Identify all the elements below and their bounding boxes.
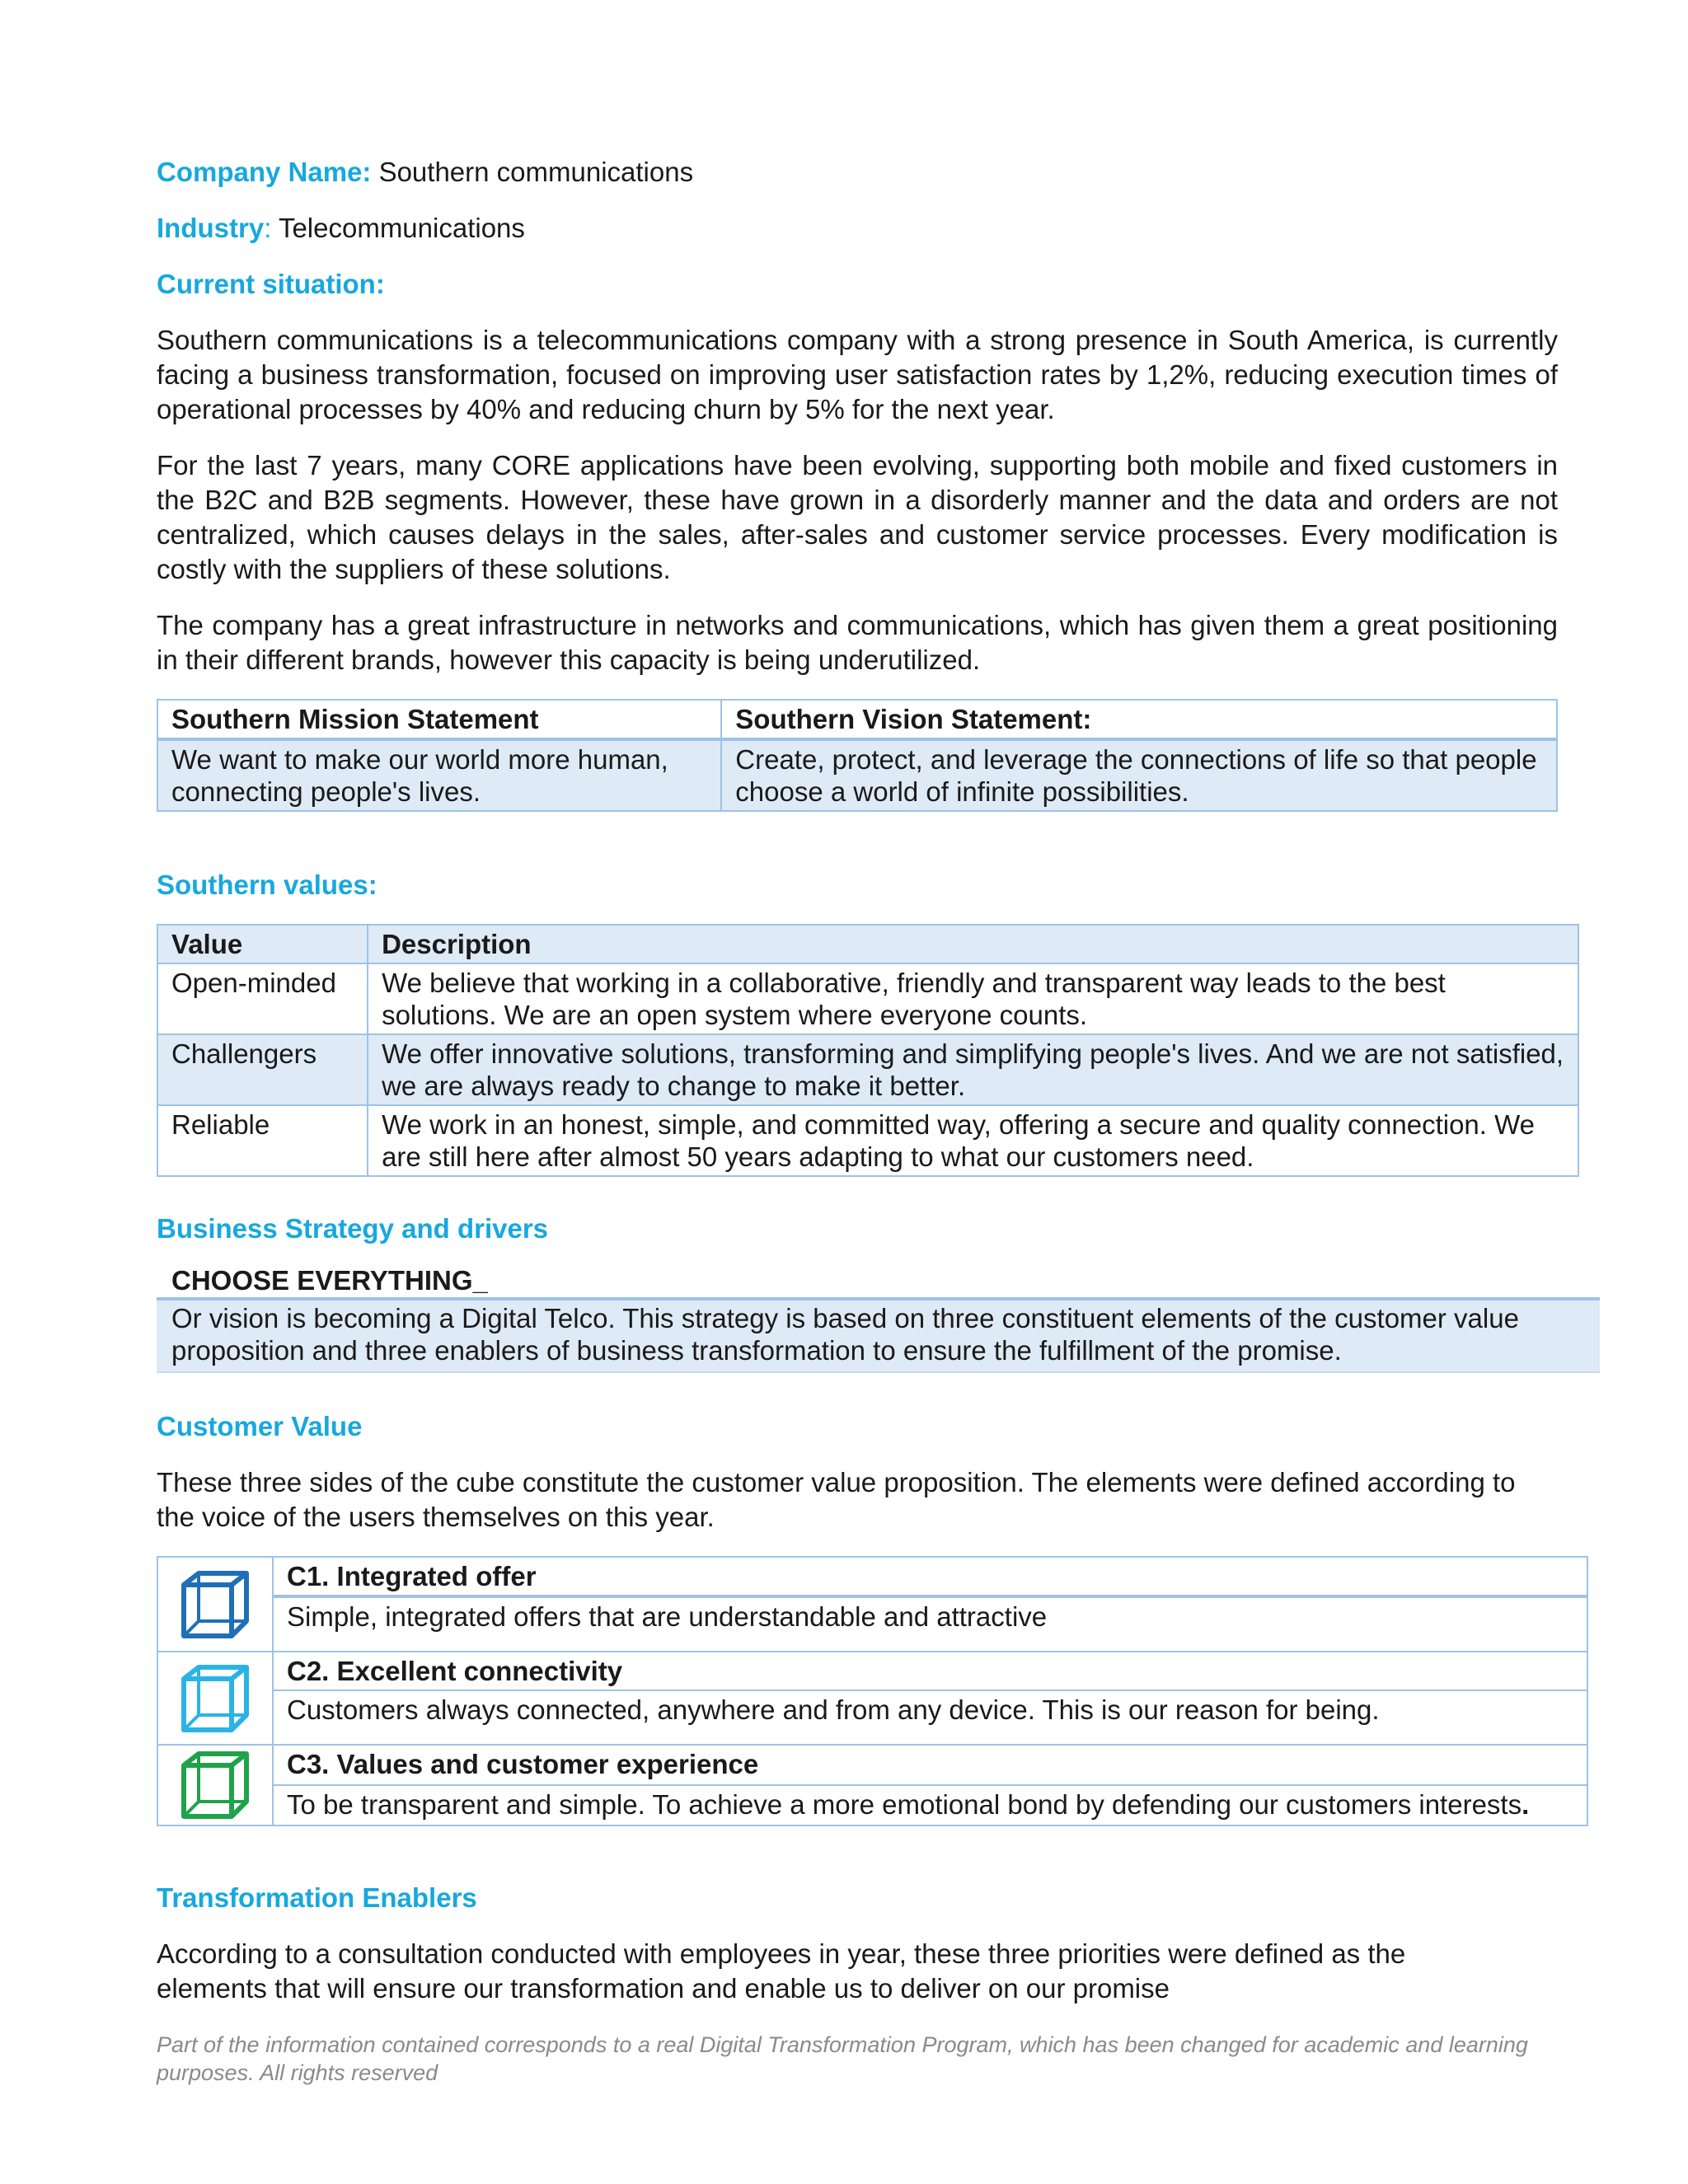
values-col-value: Value (157, 925, 368, 963)
cube-icon (165, 1664, 265, 1733)
customer-value-item-text-end: . (1522, 1789, 1530, 1820)
customer-value-item-title-row (157, 1745, 1587, 1785)
vision-title: Southern Vision Statement: (721, 700, 1557, 739)
customer-value-item-title: C2. Excellent connectivity (273, 1652, 1587, 1690)
values-table (157, 924, 1579, 1177)
mission-text: We want to make our world more human, connecting people's lives. (157, 739, 721, 811)
customer-value-intro: These three sides of the cube constitute the customer value proposition. The elements were defined according to the voice of the users themselves on this year. (157, 1467, 1516, 1532)
enablers-intro: According to a consultation conducted with employees in year, these three priorities were defined as the elements that will ensure our transformation and enable us to deliver on our promise (157, 1938, 1406, 2004)
current-situation-paragraph-2: For the last 7 years, many CORE applications have been evolving, supporting both mobile and fixed customers in the B2C and B2B segments. However, these have grown in a disorderly manner and the data and orders are not centralized, which causes delays in the sales, after-sales and customer service processes. Every modification is costly with the suppliers of these solutions. (157, 450, 1558, 584)
customer-value-item-text: Customers always connected, anywhere and from any device. This is our reason for being. (273, 1690, 1587, 1745)
mission-vision-table (157, 699, 1558, 812)
customer-value-heading: Customer Value (157, 1411, 363, 1441)
industry-separator: : (264, 213, 272, 243)
current-situation-heading: Current situation: (157, 269, 385, 299)
values-heading: Southern values: (157, 869, 377, 900)
value-description: We work in an honest, simple, and committed way, offering a secure and quality connection. We are still here after almost 50 years adapting to what our customers need. (368, 1105, 1578, 1176)
value-name: Challengers (157, 1034, 368, 1105)
value-name: Open-minded (157, 963, 368, 1034)
customer-value-item-title-row (157, 1557, 1587, 1596)
company-line (157, 155, 1558, 190)
industry-line (157, 211, 1558, 246)
customer-value-item-text-row (157, 1690, 1587, 1745)
customer-value-table (157, 1556, 1588, 1826)
customer-value-item-text (273, 1785, 1587, 1825)
customer-value-item-title: C3. Values and customer experience (273, 1745, 1587, 1785)
value-name: Reliable (157, 1105, 368, 1176)
current-situation-paragraph-3: The company has a great infrastructure in networks and communications, which has given them a great positioning in their different brands, however this capacity is being underutilized. (157, 610, 1558, 675)
enablers-heading: Transformation Enablers (157, 1882, 477, 1913)
customer-value-item-text: Simple, integrated offers that are understandable and attractive (273, 1596, 1587, 1652)
customer-value-item-text-body: To be transparent and simple. To achieve a more emotional bond by defending our customers interests (287, 1789, 1522, 1820)
value-description: We offer innovative solutions, transforming and simplifying people's lives. And we are not satisfied, we are always ready to change to make it better. (368, 1034, 1578, 1105)
customer-value-item-title: C1. Integrated offer (273, 1557, 1587, 1596)
customer-value-item-text-row (157, 1785, 1587, 1825)
industry-label: Industry (157, 213, 265, 243)
document-page (157, 155, 1564, 2087)
strategy-heading: Business Strategy and drivers (157, 1213, 549, 1244)
cube-icon (165, 1750, 265, 1820)
industry-value: Telecommunications (278, 213, 525, 243)
cube-cell (157, 1745, 273, 1825)
values-row (157, 1105, 1578, 1176)
strategy-text: Or vision is becoming a Digital Telco. This strategy is based on three constituent elements of the customer value proposition and three enablers of business transformation to ensure the fulfillment of the promise. (157, 1301, 1600, 1373)
cube-cell (157, 1652, 273, 1745)
vision-text: Create, protect, and leverage the connections of life so that people choose a world of infinite possibilities. (721, 739, 1557, 811)
mission-title: Southern Mission Statement (157, 700, 721, 739)
customer-value-item-text-row (157, 1596, 1587, 1652)
values-col-description: Description (368, 925, 1578, 963)
strategy-title: CHOOSE EVERYTHING_ (157, 1264, 1600, 1301)
values-row (157, 1034, 1578, 1105)
company-value: Southern communications (378, 157, 694, 187)
values-row (157, 963, 1578, 1034)
footer-note: Part of the information contained corresponds to a real Digital Transformation Program, which has been changed for academic and learning purposes. All rights reserved (157, 2032, 1528, 2085)
current-situation-paragraph-1: Southern communications is a telecommunications company with a strong presence in South America, is currently facing a business transformation, focused on improving user satisfaction rates by 1,2%, reducing execution times of operational processes by 40% and reducing churn by 5% for the next year. (157, 325, 1558, 424)
values-header-row (157, 925, 1578, 963)
mission-vision-header-row (157, 700, 1557, 739)
customer-value-item-title-row (157, 1652, 1587, 1690)
value-description: We believe that working in a collaborative, friendly and transparent way leads to the best solutions. We are an open system where everyone counts. (368, 963, 1578, 1034)
mission-vision-body-row (157, 739, 1557, 811)
cube-cell (157, 1557, 273, 1652)
strategy-box (157, 1264, 1600, 1373)
company-label: Company Name: (157, 157, 372, 187)
cube-icon (165, 1570, 265, 1639)
